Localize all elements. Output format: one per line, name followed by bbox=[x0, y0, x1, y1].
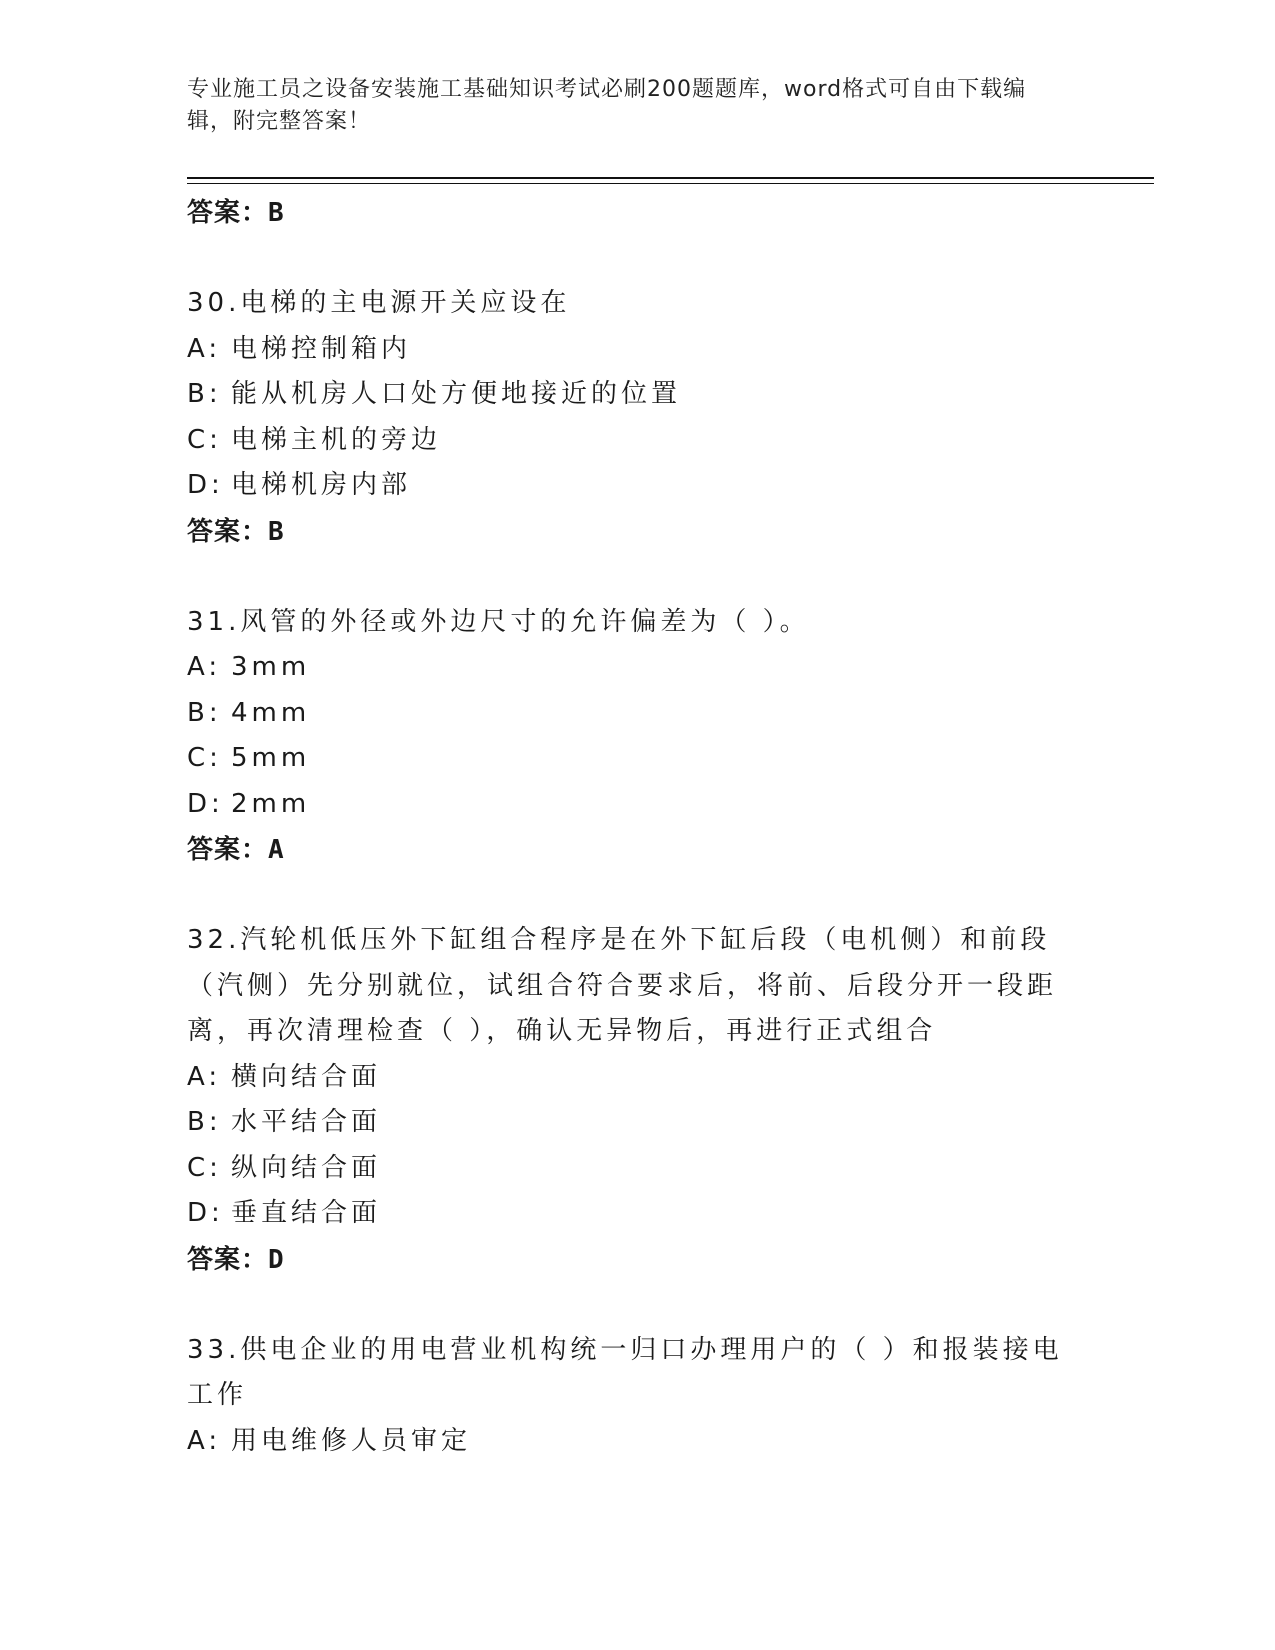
answer-value: B bbox=[268, 516, 284, 547]
option-letter: B: bbox=[187, 697, 222, 728]
option-item bbox=[187, 327, 1087, 373]
option-letter: C: bbox=[187, 1152, 222, 1183]
option-item bbox=[187, 645, 1087, 691]
option-letter: A: bbox=[187, 333, 222, 364]
answer-label: 答案： bbox=[187, 198, 269, 228]
answer-line bbox=[187, 509, 1087, 555]
option-letter: D: bbox=[187, 1198, 224, 1228]
option-text: 2mm bbox=[231, 788, 311, 819]
option-letter: A: bbox=[187, 652, 222, 682]
option-letter: C: bbox=[187, 743, 222, 773]
option-text: 3mm bbox=[231, 652, 311, 682]
answer-line bbox=[187, 190, 1087, 236]
option-text: 用电维修人员审定 bbox=[231, 1425, 472, 1456]
question-text: 32.汽轮机低压外下缸组合程序是在外下缸后段（电机侧）和前段（汽侧）先分别就位，试组合符合要求后，将前、后段分开一段距离，再次清理检查（ ），确认无异物后，再进行正式组合 bbox=[187, 925, 1058, 1046]
option-letter: D: bbox=[187, 470, 224, 500]
option-item bbox=[187, 1191, 1087, 1237]
option-text: 4mm bbox=[231, 697, 311, 728]
option-text: 垂直结合面 bbox=[231, 1198, 382, 1228]
option-item bbox=[187, 463, 1087, 509]
header-divider-thin bbox=[187, 183, 1154, 184]
question-item bbox=[187, 281, 1087, 555]
option-item bbox=[187, 1100, 1087, 1146]
option-item bbox=[187, 1055, 1087, 1101]
option-item bbox=[187, 782, 1087, 828]
option-item bbox=[187, 1419, 1087, 1465]
question-text: 30.电梯的主电源开关应设在 bbox=[187, 288, 571, 318]
answer-line bbox=[187, 1237, 1087, 1283]
answer-label: 答案： bbox=[187, 835, 269, 865]
answer-line bbox=[187, 827, 1087, 873]
answer-label: 答案： bbox=[187, 1244, 269, 1275]
option-letter: B: bbox=[187, 1107, 222, 1137]
question-text: 31.风管的外径或外边尺寸的允许偏差为（ ）。 bbox=[187, 606, 810, 637]
option-text: 能从机房人口处方便地接近的位置 bbox=[231, 379, 682, 409]
option-letter: A: bbox=[187, 1061, 222, 1092]
option-text: 电梯机房内部 bbox=[231, 470, 412, 500]
option-item bbox=[187, 736, 1087, 782]
answer-value: D bbox=[268, 1244, 284, 1275]
answer-value: A bbox=[268, 835, 284, 865]
option-item bbox=[187, 372, 1087, 418]
option-letter: D: bbox=[187, 788, 224, 819]
option-text: 电梯控制箱内 bbox=[231, 333, 412, 364]
option-text: 电梯主机的旁边 bbox=[231, 424, 442, 455]
option-letter: A: bbox=[187, 1425, 222, 1456]
option-text: 5mm bbox=[231, 743, 311, 773]
question-item bbox=[187, 600, 1087, 874]
question-item bbox=[187, 918, 1087, 1283]
question-item bbox=[187, 1328, 1087, 1465]
question-text: 33.供电企业的用电营业机构统一归口办理用户的（ ）和报装接电工作 bbox=[187, 1334, 1063, 1410]
answer-label: 答案： bbox=[187, 516, 269, 547]
option-item bbox=[187, 691, 1087, 737]
option-text: 纵向结合面 bbox=[231, 1152, 382, 1183]
option-letter: C: bbox=[187, 424, 222, 455]
header-divider-thick bbox=[187, 177, 1154, 179]
question-list bbox=[187, 190, 1087, 1464]
option-letter: B: bbox=[187, 379, 222, 409]
option-item bbox=[187, 1146, 1087, 1192]
option-text: 水平结合面 bbox=[231, 1107, 382, 1137]
option-item bbox=[187, 418, 1087, 464]
document-header: 专业施工员之设备安装施工基础知识考试必刷200题题库，word格式可自由下载编辑，附完整答案！ bbox=[187, 77, 1027, 134]
option-text: 横向结合面 bbox=[231, 1061, 382, 1092]
answer-value: B bbox=[268, 198, 284, 228]
